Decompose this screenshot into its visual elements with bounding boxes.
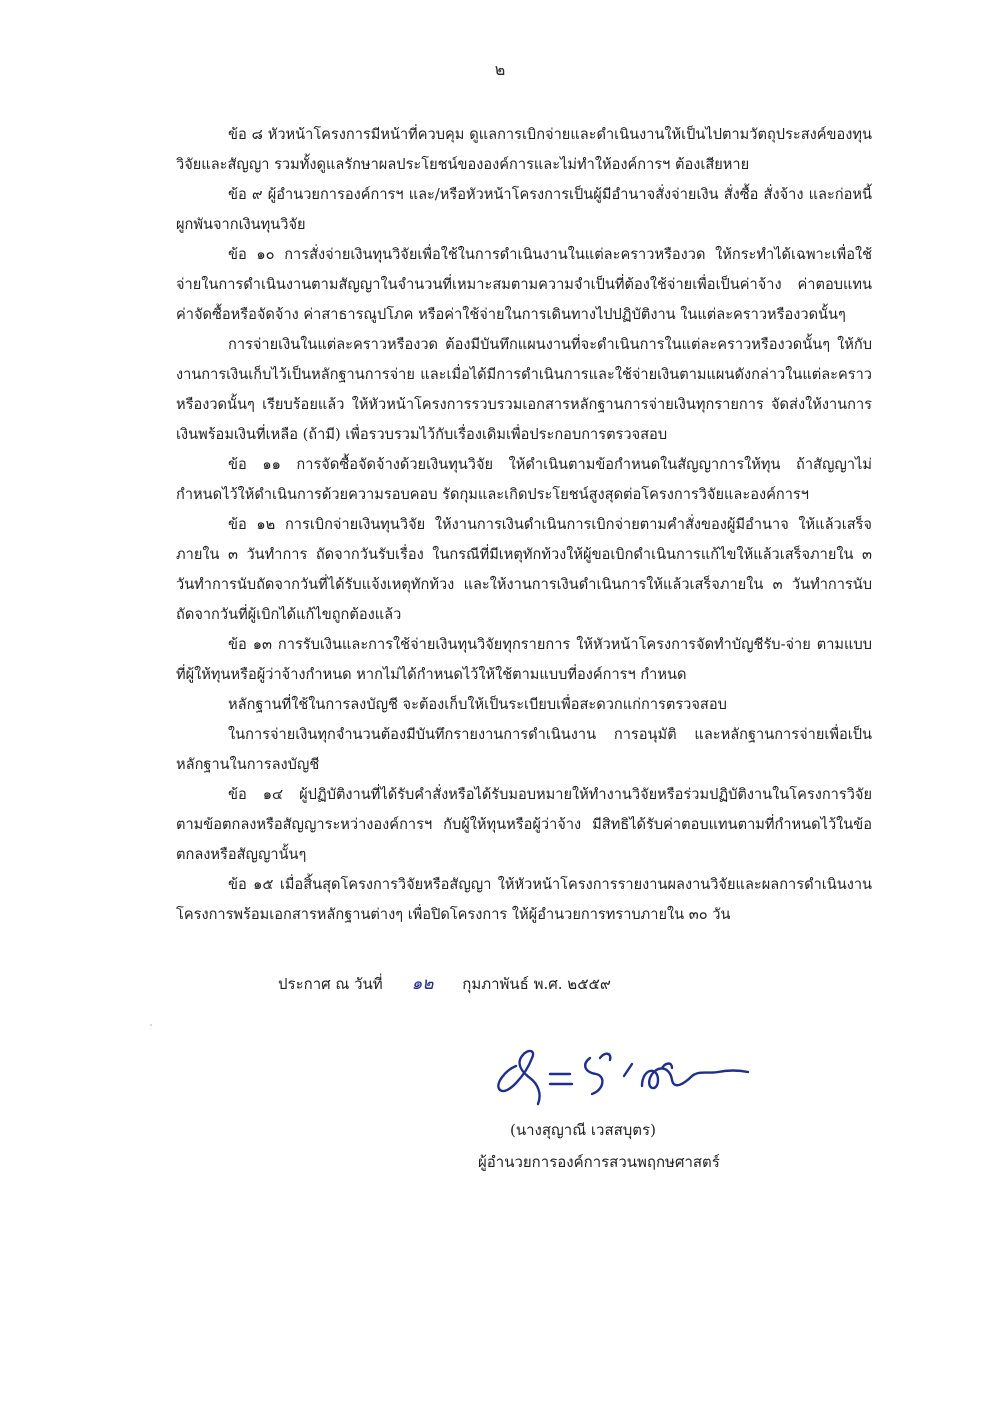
clause-14: ข้อ ๑๔ ผู้ปฏิบัติงานที่ได้รับคำสั่งหรือได้รับมอบหมายให้ทำงานวิจัยหรือร่วมปฏิบัติงานในโครงการวิจัยตามข้อตกลงหรือสัญญาระหว่างองค์การฯ กับผู้ให้ทุนหรือผู้ว่าจ้าง มีสิทธิได้รับค่าตอบแทนตามที่กำหนดไว้ในข้อตกลงหรือสัญญานั้นๆ [176, 786, 872, 863]
page-number: ๒ [494, 60, 506, 79]
clause-13-payment-record-paragraph: ในการจ่ายเงินทุกจำนวนต้องมีบันทึกรายงานการดำเนินงาน การอนุมัติ และหลักฐานการจ่ายเพื่อเป็นหลักฐานในการลงบัญชี [176, 726, 872, 773]
clause-10: ข้อ ๑๐ การสั่งจ่ายเงินทุนวิจัยเพื่อใช้ในการดำเนินงานในแต่ละคราวหรืองวด ให้กระทำได้เฉพาะเพื่อใช้จ่ายในการดำเนินงานตามสัญญาในจำนวนที่เหมาะสมตามความจำเป็นที่ต้องใช้จ่ายเพื่อเป็นค่าจ้าง ค่าตอบแทน ค่าจัดซื้อหรือจัดจ้าง ค่าสาธารณูปโภค หรือค่าใช้จ่ายในการเดินทางไปปฏิบัติงาน ในแต่ละคราวหรืองวดนั้นๆ [176, 246, 872, 323]
announcement-date-line [278, 972, 611, 996]
clause-8: ข้อ ๘ หัวหน้าโครงการมีหน้าที่ควบคุม ดูแลการเบิกจ่ายและดำเนินงานให้เป็นไปตามวัตถุประสงค์ของทุนวิจัยและสัญญา รวมทั้งดูแลรักษาผลประโยชน์ขององค์การและไม่ทำให้องค์การฯ ต้องเสียหาย [176, 126, 872, 173]
announcement-month-year: กุมภาพันธ์ พ.ศ. ๒๕๕๙ [462, 975, 611, 993]
clause-15: ข้อ ๑๕ เมื่อสิ้นสุดโครงการวิจัยหรือสัญญา ให้หัวหน้าโครงการรายงานผลงานวิจัยและผลการดำเนินงานโครงการพร้อมเอกสารหลักฐานต่างๆ เพื่อปิดโครงการ ให้ผู้อำนวยการทราบภายใน ๓๐ วัน [176, 876, 872, 923]
clause-10-payment-paragraph: การจ่ายเงินในแต่ละคราวหรืองวด ต้องมีบันทึกแผนงานที่จะดำเนินการในแต่ละคราวหรืองวดนั้นๆ ให้กับงานการเงินเก็บไว้เป็นหลักฐานการจ่าย และเมื่อได้มีการดำเนินการและใช้จ่ายเงินตามแผนดังกล่าวในแต่ละคราวหรืองวดนั้นๆ เรียบร้อยแล้ว ให้หัวหน้าโครงการรวบรวมเอกสารหลักฐานการจ่ายเงินทุกรายการ จัดส่งให้งานการเงินพร้อมเงินที่เหลือ (ถ้ามี) เพื่อรวบรวมไว้กับเรื่องเดิมเพื่อประกอบการตรวจสอบ [176, 336, 872, 443]
clause-11: ข้อ ๑๑ การจัดซื้อจัดจ้างด้วยเงินทุนวิจัย ให้ดำเนินตามข้อกำหนดในสัญญาการให้ทุน ถ้าสัญญาไม่กำหนดไว้ให้ดำเนินการด้วยความรอบคอบ รัดกุมและเกิดประโยชน์สูงสุดต่อโครงการวิจัยและองค์การฯ [176, 456, 872, 503]
clause-9: ข้อ ๙ ผู้อำนวยการองค์การฯ และ/หรือหัวหน้าโครงการเป็นผู้มีอำนาจสั่งจ่ายเงิน สั่งซื้อ สั่งจ้าง และก่อหนี้ผูกพันจากเงินทุนวิจัย [176, 186, 872, 233]
handwritten-day: ๑๒ [411, 974, 434, 994]
clause-13: ข้อ ๑๓ การรับเงินและการใช้จ่ายเงินทุนวิจัยทุกรายการ ให้หัวหน้าโครงการจัดทำบัญชีรับ-จ่าย ตามแบบที่ผู้ให้ทุนหรือผู้ว่าจ้างกำหนด หากไม่ได้กำหนดไว้ให้ใช้ตามแบบที่องค์การฯ กำหนด [176, 636, 872, 683]
scan-speck [150, 1024, 152, 1026]
handwritten-signature [486, 1044, 756, 1114]
signer-name: (นางสุญาณี เวสสบุตร) [510, 1121, 656, 1139]
announcement-prefix: ประกาศ ณ วันที่ [278, 975, 383, 993]
clause-13-evidence-paragraph: หลักฐานที่ใช้ในการลงบัญชี จะต้องเก็บให้เป็นระเบียบเพื่อสะดวกแก่การตรวจสอบ [228, 696, 727, 713]
signer-position: ผู้อำนวยการองค์การสวนพฤกษศาสตร์ [478, 1153, 720, 1171]
regulation-body [176, 120, 872, 930]
clause-12: ข้อ ๑๒ การเบิกจ่ายเงินทุนวิจัย ให้งานการเงินดำเนินการเบิกจ่ายตามคำสั่งของผู้มีอำนาจ ให้แล้วเสร็จภายใน ๓ วันทำการ ถัดจากวันรับเรื่อง ในกรณีที่มีเหตุทักท้วงให้ผู้ขอเบิกดำเนินการแก้ไขให้แล้วเสร็จภายใน ๓ วันทำการนับถัดจากวันที่ได้รับแจ้งเหตุทักท้วง และให้งานการเงินดำเนินการให้แล้วเสร็จภายใน ๓ วันทำการนับถัดจากวันที่ผู้เบิกได้แก้ไขถูกต้องแล้ว [176, 516, 872, 623]
